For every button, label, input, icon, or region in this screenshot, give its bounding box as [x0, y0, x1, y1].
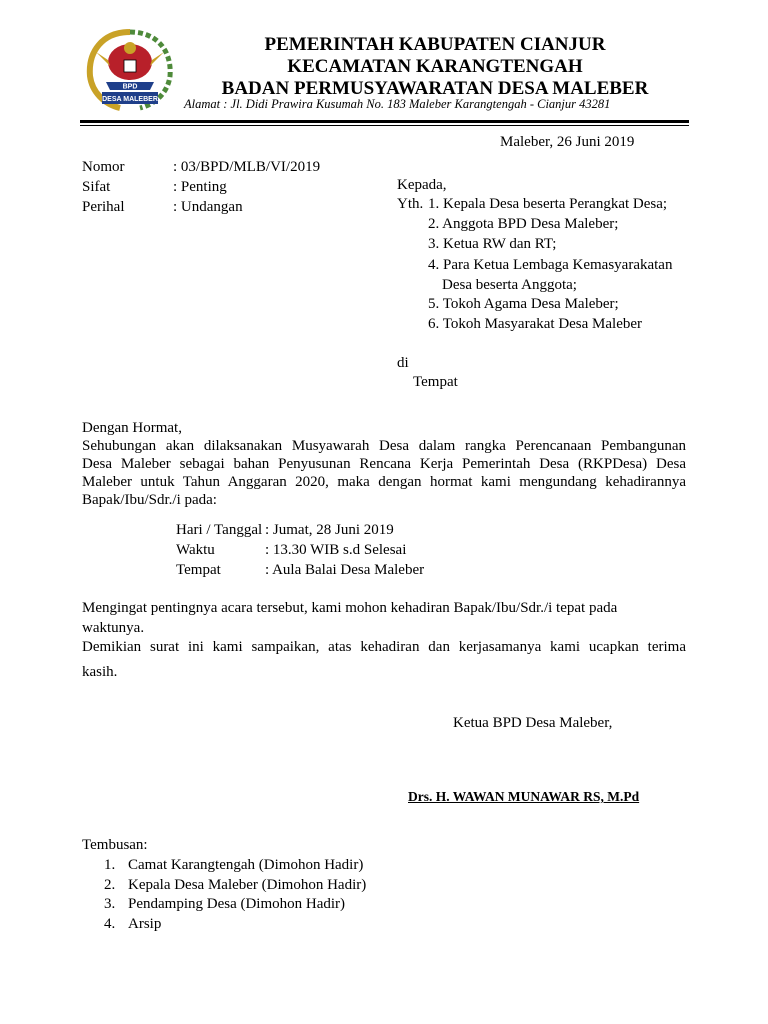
event-label-time: Waktu	[176, 542, 215, 558]
letterhead-line-3: BADAN PERMUSYAWARATAN DESA MALEBER	[221, 78, 649, 99]
cc-title: Tembusan:	[82, 837, 148, 853]
cc-item: Camat Karangtengah (Dimohon Hadir)	[128, 857, 364, 873]
recipient-di: di	[397, 355, 409, 371]
meta-value-nomor: : 03/BPD/MLB/VI/2019	[173, 159, 321, 175]
paragraph-line: Demikian surat ini kami sampaikan, atas kehadiran dan kerjasamanya kami ucapkan terima	[82, 639, 686, 655]
letter-date: Maleber, 26 Juni 2019	[500, 134, 635, 150]
meta-label-nomor: Nomor	[82, 159, 125, 175]
paragraph-line: Maleber untuk Tahun Anggaran 2020, maka dengan hormat kami mengundang kehadirannya	[82, 474, 686, 490]
meta-value-sifat: : Penting	[173, 179, 227, 195]
recipient-item: 3. Ketua RW dan RT;	[428, 236, 557, 252]
paragraph-line: Bapak/Ibu/Sdr./i pada:	[82, 492, 217, 508]
paragraph-line: Sehubungan akan dilaksanakan Musyawarah Desa dalam rangka Perencanaan Pembangunan	[82, 438, 686, 454]
recipient-tempat: Tempat	[413, 374, 458, 390]
header-rule-thin	[80, 125, 689, 126]
meta-value-perihal: : Undangan	[173, 199, 243, 215]
event-label-place: Tempat	[176, 562, 221, 578]
greeting: Dengan Hormat,	[82, 420, 182, 436]
paragraph-line: Desa Maleber sebagai bahan Penyusunan Rencana Kerja Pemerintah Desa (RKPDesa) Desa	[82, 456, 686, 472]
letterhead-line-2: KECAMATAN KARANGTENGAH	[287, 56, 583, 77]
recipient-item: 6. Tokoh Masyarakat Desa Maleber	[428, 316, 643, 332]
cc-item: Kepala Desa Maleber (Dimohon Hadir)	[128, 877, 367, 893]
cc-item-number: 3.	[104, 896, 116, 912]
paragraph-line: kasih.	[82, 664, 118, 680]
paragraph-line: Mengingat pentingnya acara tersebut, kami mohon kehadiran Bapak/Ibu/Sdr./i tepat pada	[82, 600, 618, 616]
recipient-item: 5. Tokoh Agama Desa Maleber;	[428, 296, 619, 312]
cc-item-number: 1.	[104, 857, 116, 873]
cc-item-number: 4.	[104, 916, 116, 932]
letterhead-line-1: PEMERINTAH KABUPATEN CIANJUR	[264, 34, 606, 55]
signatory-name: Drs. H. WAWAN MUNAWAR RS, M.Pd	[408, 789, 640, 804]
recipient-item: 2. Anggota BPD Desa Maleber;	[428, 216, 619, 232]
recipient-item: 4. Para Ketua Lembaga Kemasyarakatan	[428, 257, 673, 273]
header-rule-thick	[80, 120, 689, 123]
recipient-item: Desa beserta Anggota;	[442, 277, 577, 293]
signature-title: Ketua BPD Desa Maleber,	[453, 715, 613, 731]
logo-text-desa: DESA MALEBER	[102, 96, 158, 103]
recipient-kepada: Kepada,	[397, 177, 447, 193]
event-value-date: : Jumat, 28 Juni 2019	[265, 522, 394, 538]
logo-text-bpd: BPD	[122, 83, 138, 91]
event-value-time: : 13.30 WIB s.d Selesai	[265, 542, 407, 558]
cc-item: Arsip	[128, 916, 162, 932]
recipient-yth: Yth.	[397, 196, 424, 212]
event-value-place: : Aula Balai Desa Maleber	[265, 562, 425, 578]
letterhead-address: Alamat : Jl. Didi Prawira Kusumah No. 183 Maleber Karangtengah - Cianjur 43281	[184, 97, 611, 111]
paragraph-line: waktunya.	[82, 620, 145, 636]
cc-item-number: 2.	[104, 877, 116, 893]
event-label-date: Hari / Tanggal	[176, 522, 263, 538]
cc-item: Pendamping Desa (Dimohon Hadir)	[128, 896, 346, 912]
recipient-item: 1. Kepala Desa beserta Perangkat Desa;	[428, 196, 668, 212]
meta-label-sifat: Sifat	[82, 179, 111, 195]
meta-label-perihal: Perihal	[82, 199, 125, 215]
bpd-logo	[80, 26, 180, 116]
